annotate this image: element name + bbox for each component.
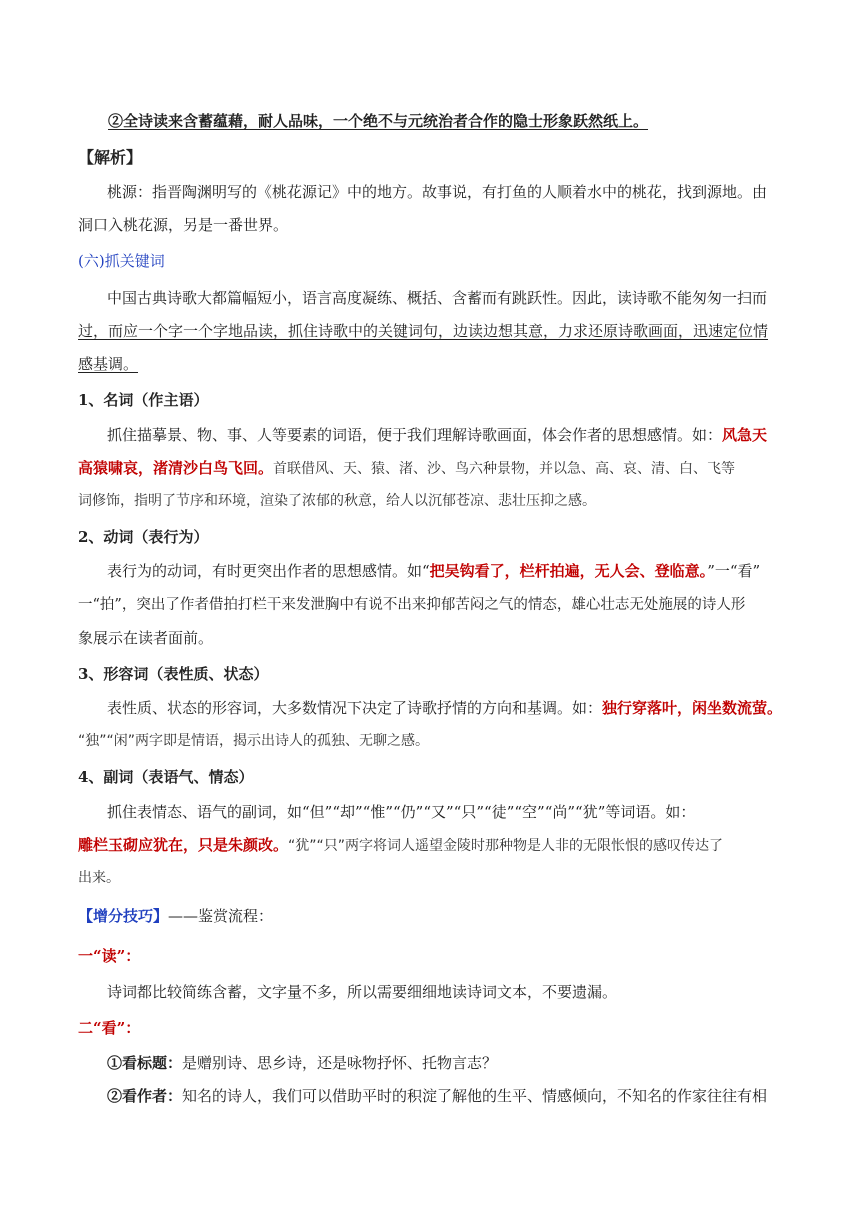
noun-line-2-text: 首联借风、天、猿、渚、沙、鸟六种景物，并以急、高、哀、清、白、飞等 <box>273 461 736 477</box>
read-heading: 一“读”： <box>78 947 141 965</box>
look-item-1-label: ①看标题： <box>107 1054 183 1072</box>
look-heading: 二“看”： <box>78 1019 141 1037</box>
tips-heading: 【增分技巧】 <box>78 907 169 925</box>
section6-para-line-3: 感基调。 <box>78 355 139 373</box>
noun-line-2 <box>78 456 735 481</box>
adj-heading: 3、形容词（表性质、状态） <box>78 665 269 683</box>
look-item-2-label: ②看作者： <box>107 1087 183 1105</box>
jiexi-para-line-1: 桃源：指晋陶渊明写的《桃花源记》中的地方。故事说，有打鱼的人顺着水中的桃花，找到源地。由 <box>107 183 768 201</box>
noun-heading: 1、名词（作主语） <box>78 391 209 409</box>
verb-heading: 2、动词（表行为） <box>78 528 209 546</box>
adv-line-2 <box>78 833 723 858</box>
adv-line-3: 出来。 <box>78 870 120 886</box>
adj-line-1-quote: 独行穿落叶，闲坐数流萤。 <box>602 699 783 717</box>
adv-heading: 4、副词（表语气、情态） <box>78 768 254 786</box>
section6-heading: (六)抓关键词 <box>78 252 165 270</box>
look-item-2-text: 知名的诗人，我们可以借助平时的积淀了解他的生平、情感倾向，不知名的作家往往有相 <box>182 1087 768 1105</box>
adj-line-1-text: 表性质、状态的形容词，大多数情况下决定了诗歌抒情的方向和基调。如： <box>107 699 603 717</box>
section6-para-line-2: 过，而应一个字一个字地品读，抓住诗歌中的关键词句，边读边想其意，力求还原诗歌画面，迅速定位情 <box>78 322 769 340</box>
verb-line-1-pre: 表行为的动词，有时更突出作者的思想感情。如“ <box>107 562 430 580</box>
jiexi-heading: 【解析】 <box>78 148 143 167</box>
noun-line-1-quote: 风急天 <box>722 426 768 444</box>
noun-line-1 <box>107 423 767 447</box>
adj-line-2: “独”“闲”两字即是情语，揭示出诗人的孤独、无聊之感。 <box>78 733 430 749</box>
jiexi-para-line-2: 洞口入桃花源，另是一番世界。 <box>78 216 289 234</box>
noun-line-2-quote: 高猿啸哀，渚清沙白鸟飞回。 <box>78 459 274 477</box>
adj-line-1 <box>107 696 782 720</box>
tips-heading-line <box>78 904 273 928</box>
verb-line-3: 象展示在读者面前。 <box>78 629 214 647</box>
look-item-1-text: 是赠别诗、思乡诗，还是咏物抒怀、托物言志？ <box>182 1054 498 1072</box>
verb-line-1-quote: 把吴钩看了，栏杆拍遍，无人会、登临意。 <box>429 562 708 580</box>
tips-heading-tail: ——鉴赏流程： <box>168 907 274 925</box>
intro-line: ②全诗读来含蓄蕴藉，耐人品味，一个绝不与元统治者合作的隐士形象跃然纸上。 <box>108 112 649 130</box>
adv-line-2-text: “犹”“只”两字将词人遥望金陵时那种物是人非的无限怅恨的感叹传达了 <box>288 838 724 854</box>
noun-line-1-text: 抓住描摹景、物、事、人等要素的词语，便于我们理解诗歌画面，体会作者的思想感情。如： <box>107 426 723 444</box>
verb-line-2: 一“拍”，突出了作者借拍打栏干来发泄胸中有说不出来抑郁苦闷之气的情态，雄心壮志无处施展的诗人形 <box>78 597 746 613</box>
read-text: 诗词都比较简练含蓄，文字量不多，所以需要细细地读诗词文本，不要遗漏。 <box>107 983 618 1001</box>
section6-para-line-1: 中国古典诗歌大都篇幅短小，语言高度凝练、概括、含蓄而有跳跃性。因此，读诗歌不能匆匆一扫而 <box>107 289 768 307</box>
look-item-1 <box>107 1051 497 1075</box>
adv-line-1: 抓住表情态、语气的副词，如“但”“却”“惟”“仍”“又”“只”“徒”“空”“尚”“犹”等词语。如： <box>107 803 696 821</box>
verb-line-1-post: ”一“看” <box>707 562 761 580</box>
look-item-2 <box>107 1084 767 1108</box>
noun-line-3: 词修饰，指明了节序和环境，渲染了浓郁的秋意，给人以沉郁苍凉、悲壮压抑之感。 <box>78 493 596 509</box>
verb-line-1 <box>107 559 760 583</box>
adv-line-2-quote: 雕栏玉砌应犹在，只是朱颜改。 <box>78 836 289 854</box>
